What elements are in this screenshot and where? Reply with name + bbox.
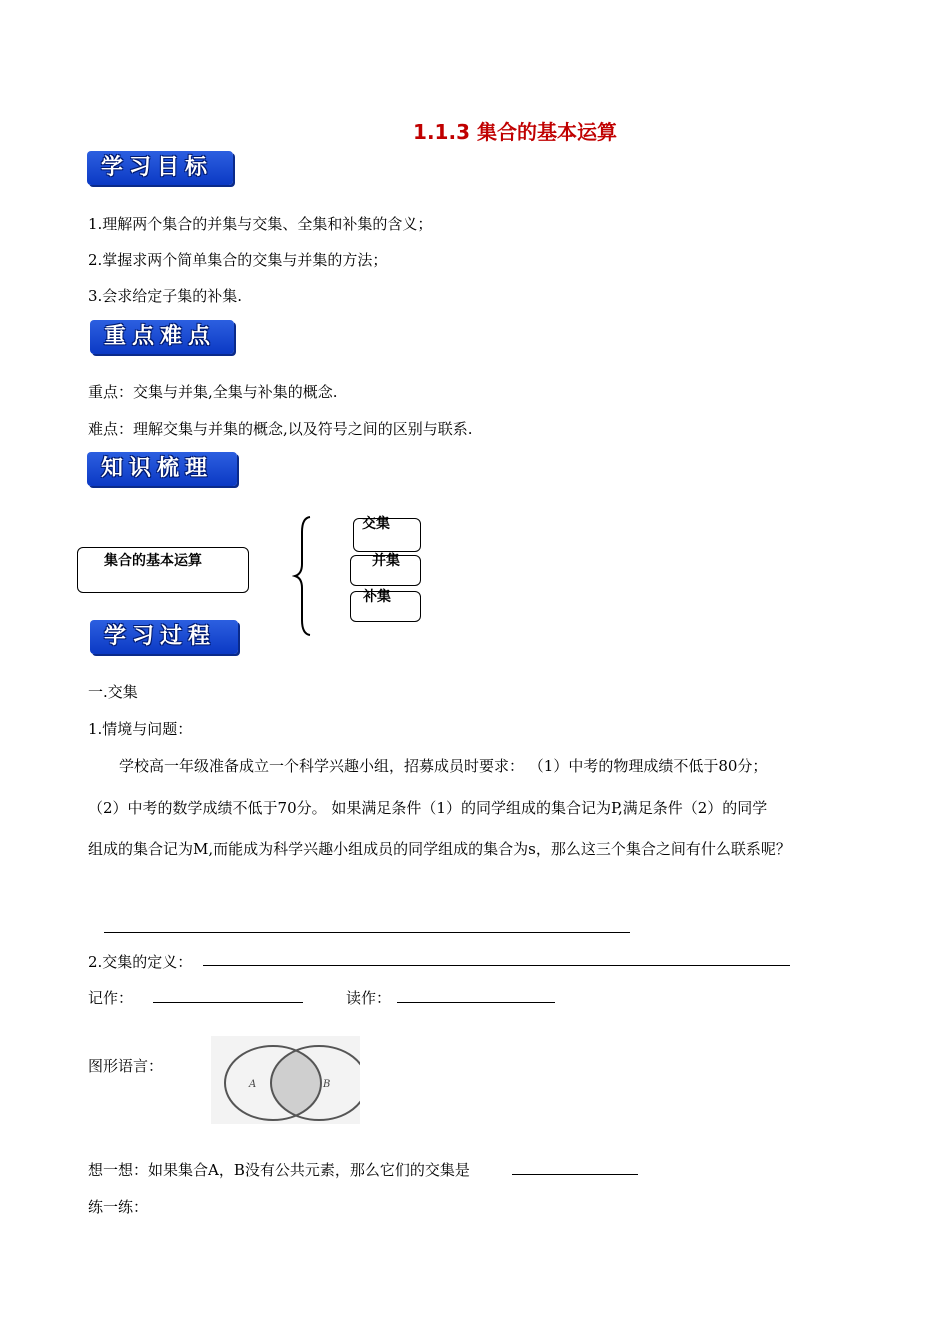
answer-blank-reading[interactable] bbox=[397, 1002, 555, 1003]
page-title: 1.1.3 集合的基本运算 bbox=[413, 120, 617, 144]
objective-1: 1.理解两个集合的并集与交集、全集和补集的含义； bbox=[88, 215, 433, 233]
mindmap-branch-complement: 补集 bbox=[363, 589, 391, 605]
venn-diagram bbox=[211, 1036, 360, 1124]
banner-objectives: 学习目标 bbox=[87, 151, 233, 185]
answer-blank-relation[interactable] bbox=[104, 932, 630, 933]
scenario-line-3: 组成的集合记为M,而能成为科学兴趣小组成员的同学组成的集合为s，那么这三个集合之间有什么联系呢？ bbox=[88, 840, 791, 858]
banner-knowledge: 知识梳理 bbox=[87, 452, 237, 486]
venn-label-a: A bbox=[249, 1079, 257, 1090]
key-point: 重点：交集与并集,全集与补集的概念. bbox=[88, 383, 338, 401]
graphic-label: 图形语言： bbox=[88, 1057, 164, 1075]
reading-label: 读作： bbox=[346, 989, 392, 1007]
banner-process: 学习过程 bbox=[90, 620, 238, 654]
mindmap-branch-union: 并集 bbox=[372, 553, 400, 569]
objective-3: 3.会求给定子集的补集. bbox=[88, 287, 243, 305]
answer-blank-notation[interactable] bbox=[153, 1002, 303, 1003]
practice-label: 练一练： bbox=[88, 1198, 149, 1216]
mindmap-brace-icon bbox=[292, 514, 314, 638]
objective-2: 2.掌握求两个简单集合的交集与并集的方法； bbox=[88, 251, 388, 269]
difficult-point: 难点：理解交集与并集的概念,以及符号之间的区别与联系. bbox=[88, 420, 473, 438]
think-question: 想一想：如果集合A，B没有公共元素，那么它们的交集是 bbox=[88, 1161, 470, 1179]
mindmap-branch-intersection: 交集 bbox=[362, 516, 390, 532]
venn-label-b: B bbox=[323, 1079, 331, 1090]
answer-blank-definition[interactable] bbox=[203, 965, 790, 966]
banner-key-points: 重点难点 bbox=[90, 320, 234, 354]
scenario-line-1: 学校高一年级准备成立一个科学兴趣小组，招募成员时要求： （1）中考的物理成绩不低于80分； bbox=[119, 757, 768, 775]
definition-label: 2.交集的定义： bbox=[88, 953, 193, 971]
notation-label: 记作： bbox=[88, 989, 134, 1007]
answer-blank-empty-intersection[interactable] bbox=[512, 1174, 638, 1175]
mindmap-root-label: 集合的基本运算 bbox=[104, 553, 202, 569]
scenario-line-2: （2）中考的数学成绩不低于70分。 如果满足条件（1）的同学组成的集合记为P,满足条件（2）的同学 bbox=[88, 799, 768, 817]
section1-heading: 一.交集 bbox=[88, 683, 138, 701]
section1-item1-label: 1.情境与问题： bbox=[88, 720, 193, 738]
